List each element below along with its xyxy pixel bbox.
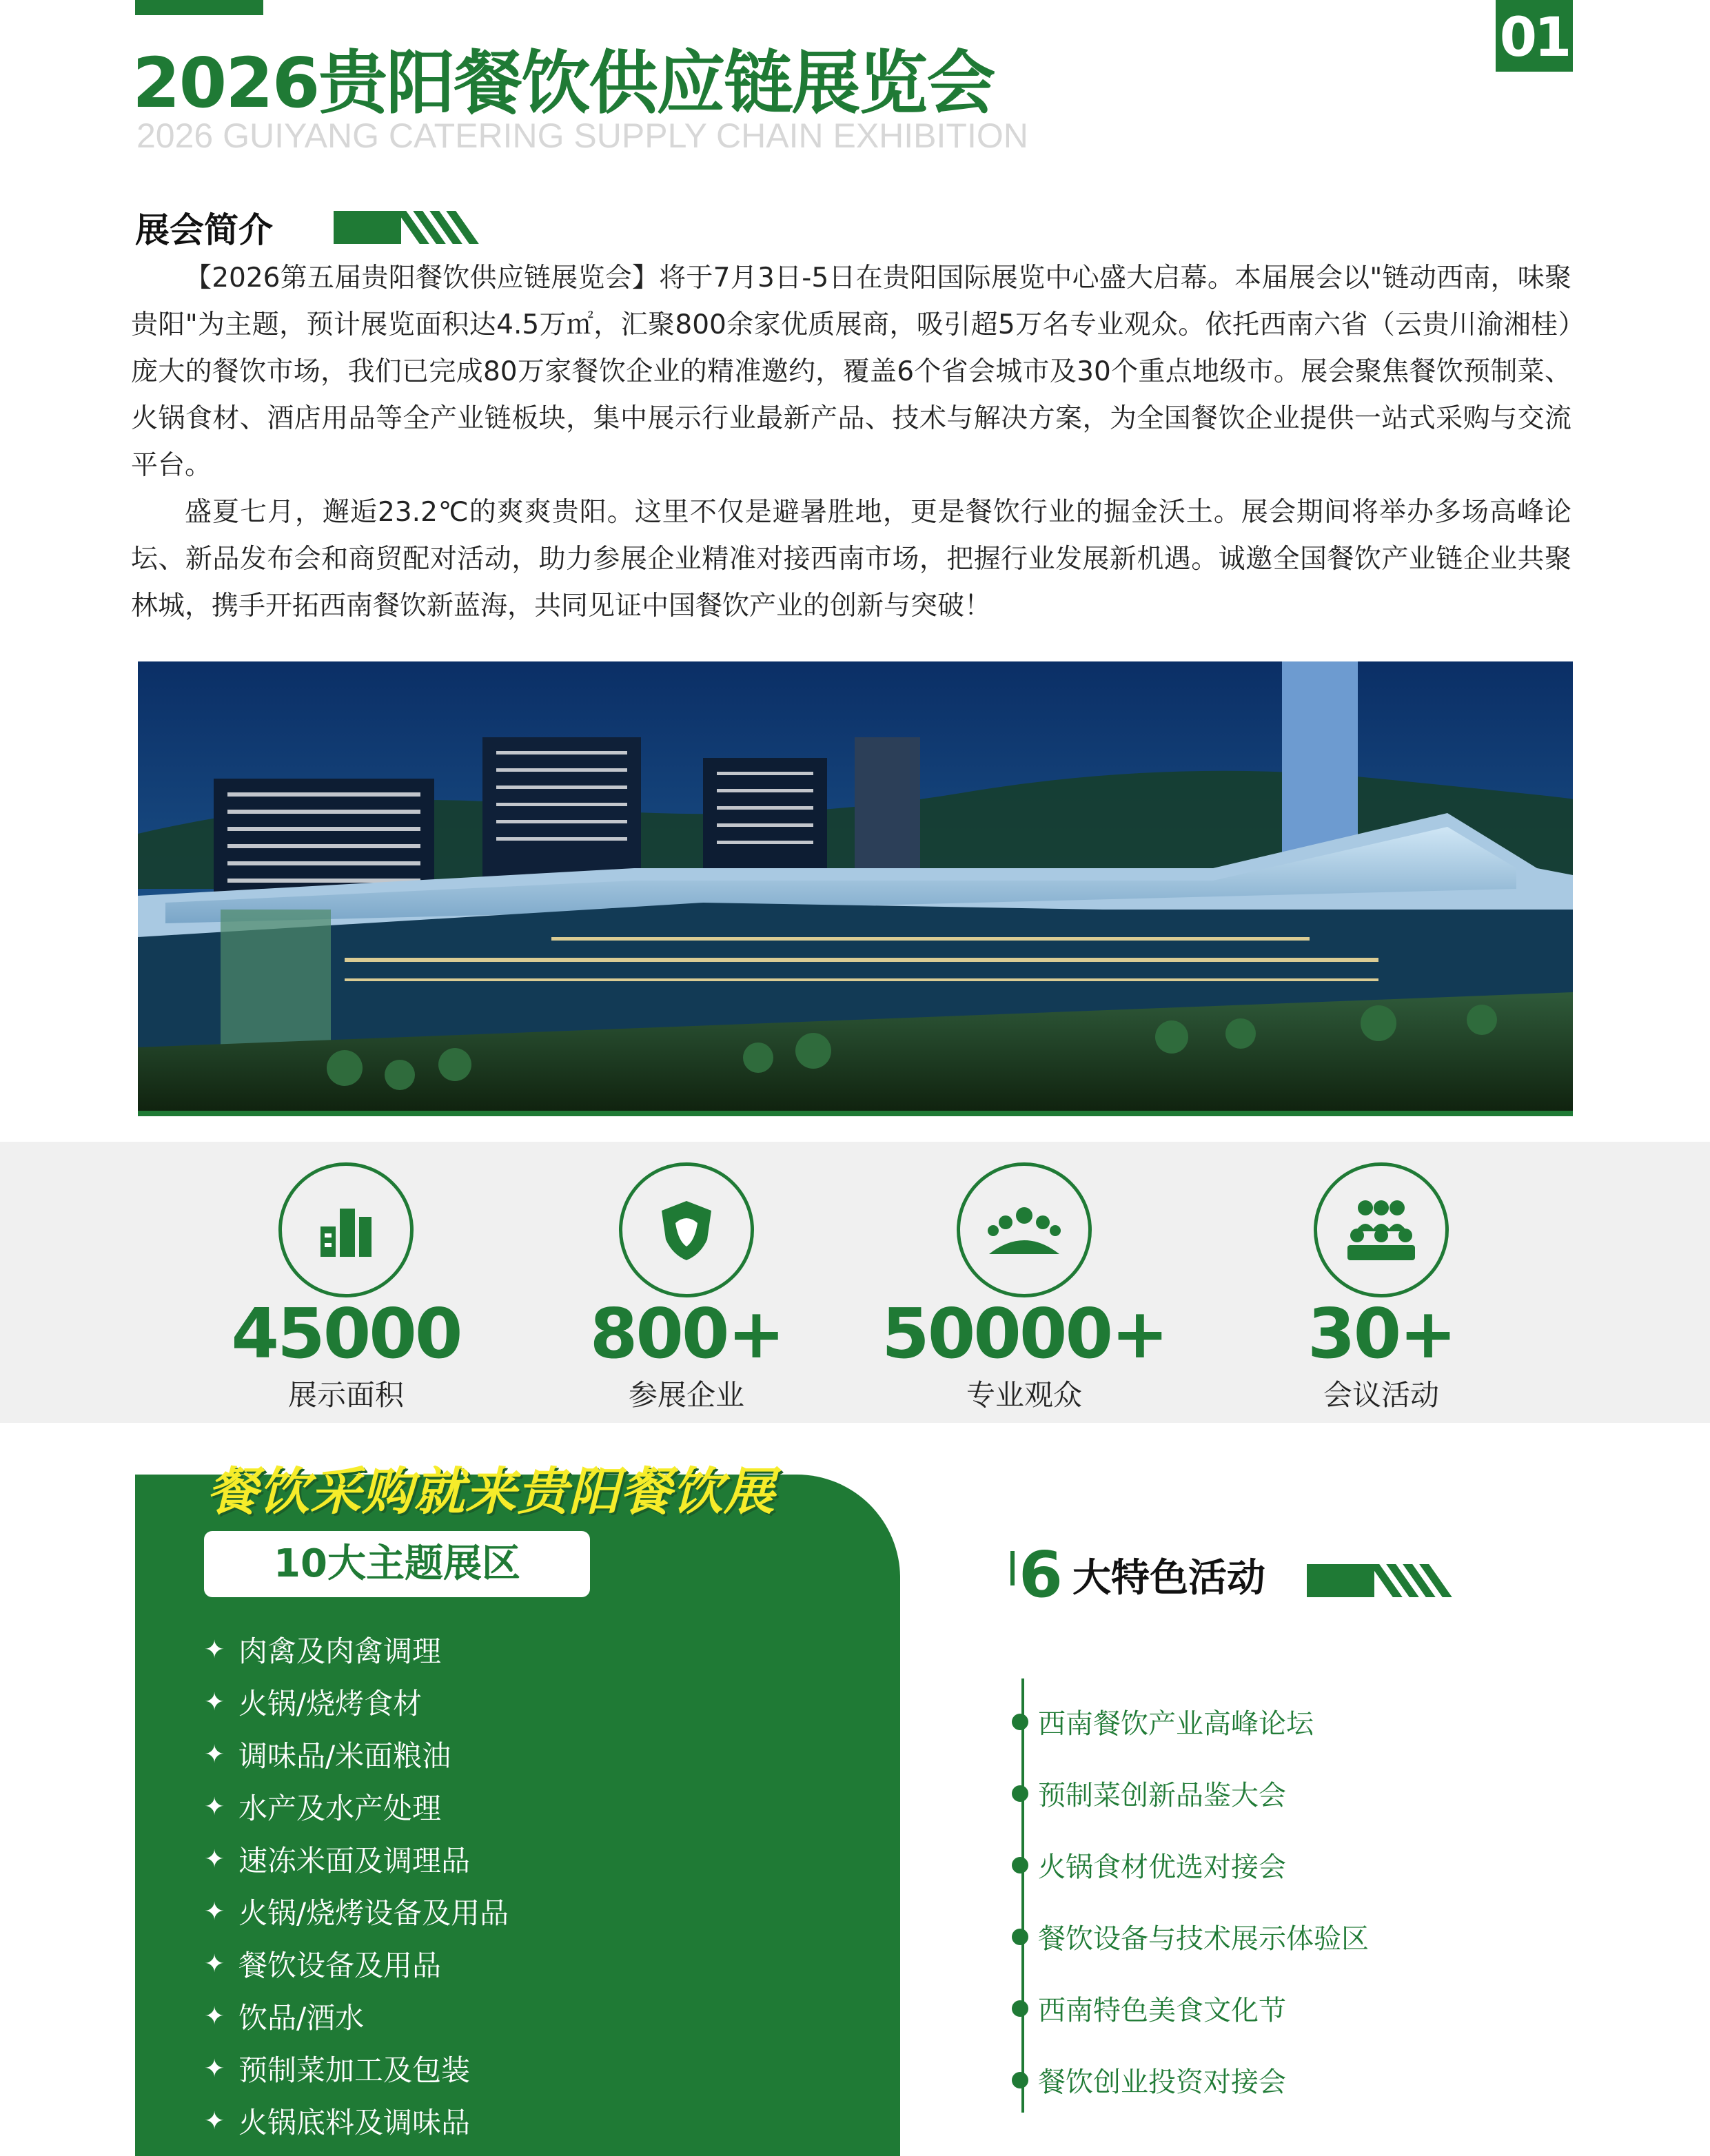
stat-value: 30+ [1307,1293,1455,1374]
stat-label: 会议活动 [1323,1378,1439,1412]
activity-item [1012,2060,1286,2099]
intro-section-title: 展会简介 [135,210,273,250]
list-item [204,1676,509,1728]
intro-paragraph: 【2026第五届贵阳餐饮供应链展览会】将于7月3日-5日在贵阳国际展览中心盛大启幕。本届展会以"链动西南，味聚贵阳"为主题，预计展览面积达4.5万㎡，汇聚800余家优质展商，吸引超5万名专业观众。依托西南六省（云贵川渝湘桂）庞大的餐饮市场，我们已完成80万家餐饮企业的精准邀约，覆盖6个省会城市及30个重点地级市。展会聚焦餐饮预制菜、火锅食材、酒店用品等全产业链板块，集中展示行业最新产品、技术与解决方案，为全国餐饮企业提供一站式采购与交流平台。 [131,263,1571,481]
sparkle-icon: ✦ [204,2054,225,2083]
zone-label: 火锅底料及调味品 [238,2106,471,2139]
zones-title-badge: 10大主题展区 [204,1531,590,1597]
stat-value: 800+ [589,1293,784,1374]
zone-label: 调味品/米面粮油 [238,1739,451,1773]
activity-item [1012,1917,1369,1956]
section-stripes-decoration [1307,1564,1441,1597]
zone-label: 火锅/烧烤设备及用品 [238,1896,509,1930]
activities-count: 6 [1019,1538,1063,1612]
activity-label: 西南特色美食文化节 [1038,1995,1286,2026]
bullet-dot-icon [1012,2072,1028,2088]
zone-label: 火锅/烧烤食材 [238,1687,423,1721]
list-item [204,1623,509,1676]
sparkle-icon: ✦ [204,2002,225,2031]
list-item [204,1938,509,1990]
intro-paragraph: 盛夏七月，邂逅23.2℃的爽爽贵阳。这里不仅是避暑胜地，更是餐饮行业的掘金沃土。展会期间将举办多场高峰论坛、新品发布会和商贸配对活动，助力参展企业精准对接西南市场，把握行业发展新机遇。诚邀全国餐饮产业链企业共聚林城，携手开拓西南餐饮新蓝海，共同见证中国餐饮产业的创新与突破！ [131,497,1571,622]
list-item [204,1833,509,1885]
zone-label: 饮品/酒水 [238,2001,365,2035]
slogan: 餐饮采购就来贵阳餐饮展 [207,1462,775,1521]
stat-value: 45000 [231,1293,461,1374]
sparkle-icon: ✦ [204,1845,225,1873]
activity-label: 西南餐饮产业高峰论坛 [1038,1708,1314,1740]
stat-exhibition-area [201,1142,491,1423]
bullet-dot-icon [1012,1857,1028,1873]
activity-item [1012,1774,1286,1813]
activity-label: 火锅食材优选对接会 [1038,1851,1286,1883]
building-chart-icon [278,1162,414,1297]
list-item [204,2095,509,2147]
bullet-dot-icon [1012,1714,1028,1730]
sparkle-icon: ✦ [204,1949,225,1978]
stat-meetings [1236,1142,1526,1423]
zone-label: 水产及水产处理 [238,1791,442,1825]
bullet-dot-icon [1012,1785,1028,1802]
activity-item [1012,1702,1314,1741]
exhibition-center-photo [138,661,1573,1116]
stat-value: 50000+ [882,1293,1167,1374]
sparkle-icon: ✦ [204,1897,225,1926]
activity-label: 预制菜创新品鉴大会 [1038,1780,1286,1811]
list-item [204,1990,509,2042]
zone-label: 餐饮设备及用品 [238,1949,442,1982]
sparkle-icon: ✦ [204,1792,225,1821]
sparkle-icon: ✦ [204,1687,225,1716]
sparkle-icon: ✦ [204,1740,225,1769]
activities-title: 大特色活动 [1072,1556,1266,1601]
stats-band [0,1142,1710,1423]
activity-label: 餐饮设备与技术展示体验区 [1038,1923,1369,1955]
list-item [204,1885,509,1938]
activity-item [1012,1845,1286,1885]
heading-bracket-decoration [1010,1551,1015,1585]
stat-label: 展示面积 [287,1378,404,1412]
zone-label: 肉禽及肉禽调理 [238,1634,442,1668]
activities-heading [1010,1538,1266,1612]
stat-exhibitors [542,1142,831,1423]
stat-label: 专业观众 [966,1378,1082,1412]
zone-label: 速冻米面及调理品 [238,1844,471,1878]
stat-label: 参展企业 [628,1378,744,1412]
top-accent-bar [135,0,263,15]
sparkle-icon: ✦ [204,1635,225,1664]
activity-label: 餐饮创业投资对接会 [1038,2066,1286,2098]
section-stripes-decoration [334,211,467,244]
bullet-dot-icon [1012,2000,1028,2017]
company-badge-icon [619,1162,754,1297]
page-title: 2026贵阳餐饮供应链展览会 [132,43,995,123]
activity-item [1012,1989,1286,2028]
list-item [204,2042,509,2095]
sparkle-icon: ✦ [204,2106,225,2135]
list-item [204,1728,509,1780]
stat-audience [879,1142,1169,1423]
audience-group-icon [957,1162,1092,1297]
zone-label: 预制菜加工及包装 [238,2053,471,2087]
activities-timeline [1021,1678,1024,2113]
zones-list [204,1623,509,2147]
meeting-group-icon [1314,1162,1449,1297]
page-subtitle: 2026 GUIYANG CATERING SUPPLY CHAIN EXHIBITION [136,116,1028,155]
bullet-dot-icon [1012,1929,1028,1945]
list-item [204,1780,509,1833]
intro-text [131,255,1571,630]
page-number: 01 [1496,0,1573,72]
